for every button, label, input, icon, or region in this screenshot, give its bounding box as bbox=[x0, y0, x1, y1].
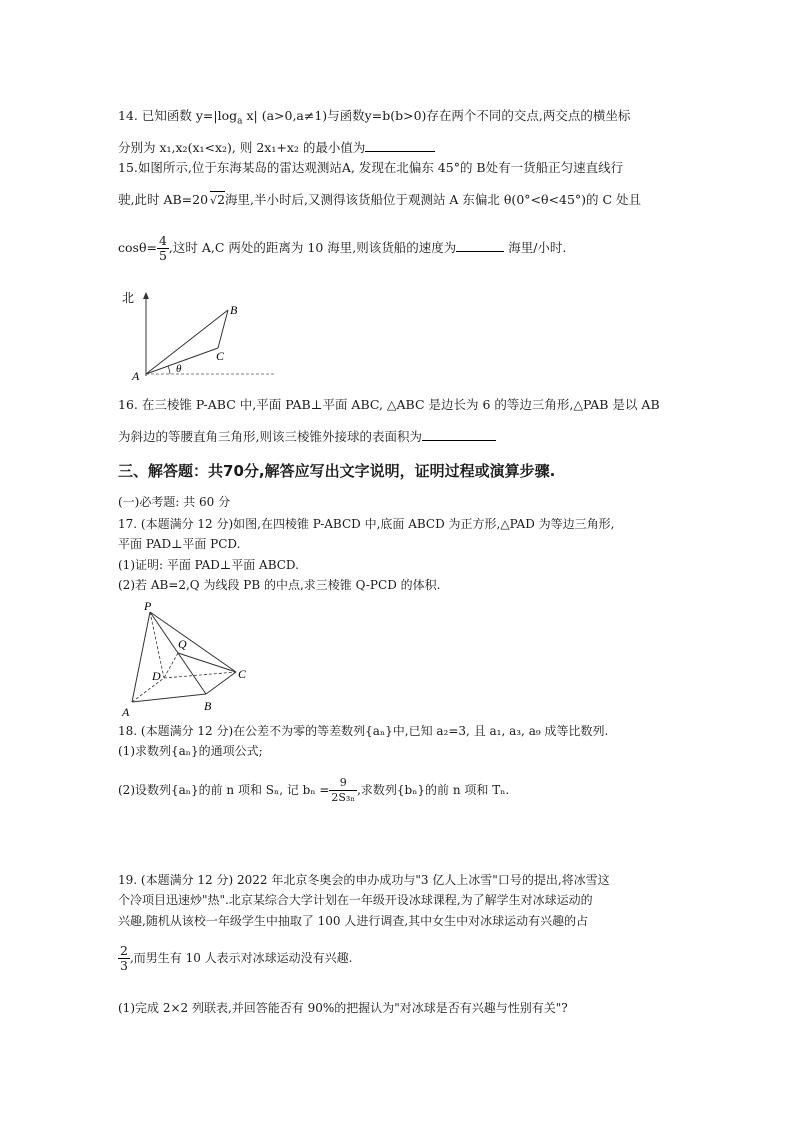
b-n-fraction: $\frac{9}{\text{2S₃ₙ}}$ bbox=[331, 776, 356, 804]
edge-AB bbox=[132, 694, 206, 702]
q19-line2: 个冷项目迅速炒"热".北京某综合大学计划在一年级开设冰球课程,为了解学生对冰球运动的 bbox=[118, 893, 593, 907]
edge-DC bbox=[164, 672, 236, 678]
segment-QD bbox=[164, 653, 178, 678]
q17-line1: 17. (本题满分 12 分)如图,在四棱锥 P-ABCD 中,底面 ABCD 为正方形,△PAD 为等边三角形, bbox=[118, 517, 615, 531]
q15-line2: 驶,此时 AB=20 √2海里,半小时后,又测得该货船位于观测站 A 东偏北 θ(0°<θ<45°)的 C 处且 bbox=[118, 192, 642, 207]
segment-AC bbox=[146, 348, 218, 374]
point-P-label: P bbox=[144, 599, 152, 613]
q18-line2: (1)求数列{aₙ}的通项公式; bbox=[118, 744, 263, 758]
theta-label: θ bbox=[176, 363, 182, 375]
answer-blank bbox=[456, 239, 504, 252]
q19-line4: $\frac{2}{3}$ ,而男生有 10 人表示对冰球运动没有兴趣. bbox=[120, 943, 353, 973]
q18-line3: (2)设数列{aₙ}的前 n 项和 Sₙ, 记 bₙ = $\frac{9}{\text{2S₃ₙ}}$ ,求数列{bₙ}的前 n 项和 Tₙ. bbox=[118, 776, 510, 804]
q15-figure bbox=[118, 288, 278, 384]
north-label: 北 bbox=[122, 291, 135, 305]
q16-line1: 16. 在三棱锥 P-ABC 中,平面 PAB⊥平面 ABC, △ABC 是边长为 6 的等边三角形,△PAB 是以 AB bbox=[118, 397, 660, 412]
section3-sub: (一)必考题: 共 60 分 bbox=[118, 495, 231, 509]
theta-arc bbox=[168, 366, 170, 374]
q17-line4: (2)若 AB=2,Q 为线段 PB 的中点,求三棱锥 Q-PCD 的体积. bbox=[118, 578, 441, 592]
q17-figure bbox=[118, 598, 258, 720]
q19-line3: 兴趣,随机从该校一年级学生中抽取了 100 人进行调查,其中女生中对冰球运动有兴趣的占 bbox=[118, 914, 589, 928]
point-C-label: C bbox=[238, 667, 247, 681]
q14-line1: 14. 已知函数 $y=|\log_a$ x| (a>0,a≠1)与函数y=b(b>0)存在两个不同的交点,两交点的横坐标 bbox=[118, 108, 631, 127]
edge-BC bbox=[206, 672, 236, 694]
interest-fraction: $\frac{2}{3}$ bbox=[120, 943, 128, 973]
answer-blank bbox=[365, 139, 435, 152]
point-A-label: A bbox=[132, 369, 140, 383]
segment-QC bbox=[178, 653, 236, 672]
q19-line1: 19. (本题满分 12 分) 2022 年北京冬奥会的申办成功与"3 亿人上冰雪"口号的提出,将冰雪这 bbox=[118, 873, 610, 887]
q19-line5: (1)完成 2×2 列联表,并回答能否有 90%的把握认为"对冰球是否有兴趣与性别有关"? bbox=[118, 1001, 568, 1015]
answer-blank bbox=[422, 428, 496, 441]
point-B-label: B bbox=[230, 303, 238, 317]
q18-line1: 18. (本题满分 12 分)在公差不为零的等差数列{aₙ}中,已知 a₂=3, 且 a₁, a₃, a₉ 成等比数列. bbox=[118, 724, 609, 738]
q17-line2: 平面 PAD⊥平面 PCD. bbox=[118, 537, 241, 551]
edge-PC bbox=[150, 612, 236, 672]
point-C-label: C bbox=[216, 349, 225, 363]
q15-line1: 15.如图所示,位于东海某岛的雷达观测站A, 发现在北偏东 45°的 B处有一货船正匀速直线行 bbox=[118, 160, 624, 175]
segment-AB bbox=[146, 310, 228, 374]
q17-line3: (1)证明: 平面 PAD⊥平面 ABCD. bbox=[118, 558, 299, 572]
segment-BC bbox=[218, 310, 228, 348]
north-arrow-icon bbox=[143, 292, 149, 299]
point-A-label: A bbox=[122, 705, 130, 719]
q16-line2: 为斜边的等腰直角三角形,则该三棱锥外接球的表面积为 bbox=[118, 428, 496, 445]
point-D-label: D bbox=[152, 669, 161, 683]
q14-line2: 分别为 x₁,x₂(x₁<x₂), 则 2x₁+x₂ 的最小值为 bbox=[118, 139, 435, 156]
section3-heading: 三、解答题：共70分,解答应写出文字说明，证明过程或演算步骤. bbox=[118, 462, 556, 480]
q15-line3: cosθ= $\frac{4}{5}$ ,这时 A,C 两处的距离为 10 海里,则该货船的速度为 海里/小时. bbox=[118, 233, 567, 263]
point-Q-label: Q bbox=[178, 637, 187, 651]
edge-PA bbox=[132, 612, 150, 702]
cos-fraction: $\frac{4}{5}$ bbox=[158, 233, 167, 263]
point-B-label: B bbox=[204, 699, 212, 713]
